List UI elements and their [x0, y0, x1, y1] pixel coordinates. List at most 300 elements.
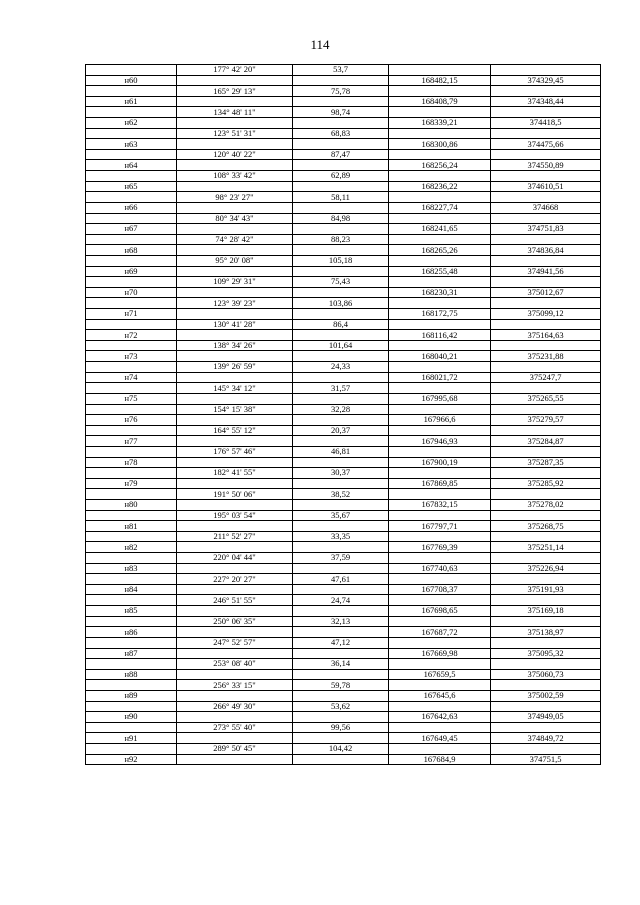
direction-angle-cell: 247° 52' 57": [177, 637, 293, 648]
y-coordinate-cell: 375099,12: [491, 309, 601, 320]
segment-row: [86, 340, 601, 351]
point-name-cell: [86, 701, 177, 712]
y-coordinate-cell: [491, 722, 601, 733]
segment-length-cell: [293, 309, 389, 320]
point-row: [86, 118, 601, 129]
segment-length-cell: [293, 712, 389, 723]
point-name-cell: [86, 65, 177, 76]
point-name-cell: н68: [86, 245, 177, 256]
direction-angle-cell: [177, 436, 293, 447]
point-name-cell: н77: [86, 436, 177, 447]
y-coordinate-cell: [491, 404, 601, 415]
point-name-cell: [86, 468, 177, 479]
point-name-cell: [86, 86, 177, 97]
point-row: [86, 584, 601, 595]
segment-length-cell: 20,37: [293, 425, 389, 436]
direction-angle-cell: 109° 29' 31": [177, 277, 293, 288]
x-coordinate-cell: [389, 213, 491, 224]
segment-length-cell: 24,74: [293, 595, 389, 606]
point-row: [86, 521, 601, 532]
segment-length-cell: [293, 202, 389, 213]
y-coordinate-cell: [491, 149, 601, 160]
direction-angle-cell: [177, 309, 293, 320]
y-coordinate-cell: [491, 362, 601, 373]
segment-length-cell: [293, 521, 389, 532]
point-row: [86, 627, 601, 638]
segment-length-cell: 75,43: [293, 277, 389, 288]
direction-angle-cell: [177, 287, 293, 298]
segment-length-cell: 62,89: [293, 171, 389, 182]
point-name-cell: [86, 192, 177, 203]
y-coordinate-cell: 374610,51: [491, 181, 601, 192]
y-coordinate-cell: [491, 510, 601, 521]
direction-angle-cell: 164° 55' 12": [177, 425, 293, 436]
segment-row: [86, 489, 601, 500]
x-coordinate-cell: 168021,72: [389, 372, 491, 383]
point-name-cell: н66: [86, 202, 177, 213]
x-coordinate-cell: [389, 234, 491, 245]
x-coordinate-cell: 168230,31: [389, 287, 491, 298]
direction-angle-cell: [177, 542, 293, 553]
segment-length-cell: 32,28: [293, 404, 389, 415]
x-coordinate-cell: 168172,75: [389, 309, 491, 320]
direction-angle-cell: [177, 415, 293, 426]
segment-length-cell: 75,78: [293, 86, 389, 97]
y-coordinate-cell: 375231,88: [491, 351, 601, 362]
y-coordinate-cell: [491, 574, 601, 585]
x-coordinate-cell: 168236,22: [389, 181, 491, 192]
point-name-cell: н72: [86, 330, 177, 341]
y-coordinate-cell: [491, 277, 601, 288]
point-row: [86, 372, 601, 383]
point-name-cell: н64: [86, 160, 177, 171]
segment-row: [86, 531, 601, 542]
segment-length-cell: 104,42: [293, 744, 389, 755]
direction-angle-cell: [177, 478, 293, 489]
point-row: [86, 181, 601, 192]
y-coordinate-cell: [491, 468, 601, 479]
point-name-cell: н79: [86, 478, 177, 489]
direction-angle-cell: [177, 457, 293, 468]
x-coordinate-cell: 168255,48: [389, 266, 491, 277]
x-coordinate-cell: [389, 171, 491, 182]
x-coordinate-cell: [389, 128, 491, 139]
x-coordinate-cell: [389, 701, 491, 712]
y-coordinate-cell: 374348,44: [491, 96, 601, 107]
point-name-cell: [86, 362, 177, 373]
x-coordinate-cell: [389, 319, 491, 330]
x-coordinate-cell: [389, 446, 491, 457]
direction-angle-cell: [177, 96, 293, 107]
segment-length-cell: 88,23: [293, 234, 389, 245]
direction-angle-cell: [177, 202, 293, 213]
x-coordinate-cell: 167900,19: [389, 457, 491, 468]
x-coordinate-cell: 167832,15: [389, 499, 491, 510]
segment-length-cell: 58,11: [293, 192, 389, 203]
x-coordinate-cell: [389, 383, 491, 394]
y-coordinate-cell: 375191,93: [491, 584, 601, 595]
point-row: [86, 393, 601, 404]
segment-length-cell: 37,59: [293, 553, 389, 564]
segment-row: [86, 404, 601, 415]
y-coordinate-cell: 375284,87: [491, 436, 601, 447]
x-coordinate-cell: [389, 298, 491, 309]
y-coordinate-cell: 374550,89: [491, 160, 601, 171]
point-row: [86, 415, 601, 426]
point-name-cell: н62: [86, 118, 177, 129]
y-coordinate-cell: 375095,32: [491, 648, 601, 659]
segment-length-cell: [293, 648, 389, 659]
point-name-cell: [86, 446, 177, 457]
segment-length-cell: 31,57: [293, 383, 389, 394]
segment-row: [86, 468, 601, 479]
x-coordinate-cell: 167687,72: [389, 627, 491, 638]
point-row: [86, 542, 601, 553]
point-row: [86, 139, 601, 150]
segment-length-cell: [293, 478, 389, 489]
segment-length-cell: 99,56: [293, 722, 389, 733]
y-coordinate-cell: 375164,63: [491, 330, 601, 341]
x-coordinate-cell: [389, 149, 491, 160]
y-coordinate-cell: 374475,66: [491, 139, 601, 150]
x-coordinate-cell: 168408,79: [389, 96, 491, 107]
y-coordinate-cell: 375278,02: [491, 499, 601, 510]
point-name-cell: [86, 298, 177, 309]
coordinates-table: [85, 64, 601, 765]
segment-length-cell: [293, 96, 389, 107]
point-name-cell: н82: [86, 542, 177, 553]
segment-length-cell: 30,37: [293, 468, 389, 479]
segment-length-cell: 101,64: [293, 340, 389, 351]
point-row: [86, 330, 601, 341]
x-coordinate-cell: [389, 637, 491, 648]
segment-length-cell: 53,62: [293, 701, 389, 712]
point-name-cell: н91: [86, 733, 177, 744]
direction-angle-cell: 256° 33' 15": [177, 680, 293, 691]
point-row: [86, 648, 601, 659]
segment-row: [86, 722, 601, 733]
x-coordinate-cell: 167698,65: [389, 606, 491, 617]
point-name-cell: [86, 128, 177, 139]
direction-angle-cell: 289° 50' 45": [177, 744, 293, 755]
point-name-cell: [86, 234, 177, 245]
segment-row: [86, 595, 601, 606]
point-name-cell: [86, 277, 177, 288]
point-row: [86, 245, 601, 256]
segment-length-cell: 32,13: [293, 616, 389, 627]
x-coordinate-cell: 167995,68: [389, 393, 491, 404]
x-coordinate-cell: [389, 362, 491, 373]
segment-row: [86, 574, 601, 585]
x-coordinate-cell: [389, 489, 491, 500]
y-coordinate-cell: [491, 128, 601, 139]
segment-length-cell: [293, 245, 389, 256]
point-row: [86, 266, 601, 277]
point-row: [86, 351, 601, 362]
x-coordinate-cell: [389, 659, 491, 670]
direction-angle-cell: [177, 266, 293, 277]
segment-length-cell: [293, 224, 389, 235]
point-name-cell: [86, 340, 177, 351]
point-name-cell: [86, 489, 177, 500]
segment-length-cell: [293, 160, 389, 171]
page-number: 114: [310, 37, 330, 52]
segment-length-cell: [293, 118, 389, 129]
segment-row: [86, 277, 601, 288]
direction-angle-cell: 120° 40' 22": [177, 149, 293, 160]
direction-angle-cell: [177, 393, 293, 404]
x-coordinate-cell: [389, 277, 491, 288]
point-row: [86, 202, 601, 213]
segment-length-cell: 53,7: [293, 65, 389, 76]
point-name-cell: н75: [86, 393, 177, 404]
segment-row: [86, 234, 601, 245]
point-row: [86, 499, 601, 510]
point-row: [86, 606, 601, 617]
y-coordinate-cell: [491, 701, 601, 712]
y-coordinate-cell: [491, 255, 601, 266]
point-row: [86, 669, 601, 680]
segment-length-cell: 46,81: [293, 446, 389, 457]
x-coordinate-cell: [389, 404, 491, 415]
segment-row: [86, 659, 601, 670]
point-name-cell: [86, 680, 177, 691]
point-row: [86, 563, 601, 574]
point-row: [86, 712, 601, 723]
x-coordinate-cell: [389, 744, 491, 755]
x-coordinate-cell: 167946,93: [389, 436, 491, 447]
y-coordinate-cell: [491, 637, 601, 648]
y-coordinate-cell: [491, 234, 601, 245]
point-name-cell: н85: [86, 606, 177, 617]
segment-length-cell: [293, 669, 389, 680]
point-name-cell: [86, 553, 177, 564]
segment-length-cell: 33,35: [293, 531, 389, 542]
point-name-cell: н60: [86, 75, 177, 86]
segment-length-cell: [293, 330, 389, 341]
x-coordinate-cell: [389, 553, 491, 564]
segment-length-cell: 84,98: [293, 213, 389, 224]
segment-row: [86, 701, 601, 712]
segment-length-cell: 35,67: [293, 510, 389, 521]
y-coordinate-cell: [491, 744, 601, 755]
point-row: [86, 754, 601, 765]
y-coordinate-cell: [491, 659, 601, 670]
x-coordinate-cell: [389, 468, 491, 479]
y-coordinate-cell: 374751,5: [491, 754, 601, 765]
segment-length-cell: 98,74: [293, 107, 389, 118]
y-coordinate-cell: [491, 446, 601, 457]
segment-length-cell: [293, 733, 389, 744]
point-name-cell: н63: [86, 139, 177, 150]
point-name-cell: н78: [86, 457, 177, 468]
point-name-cell: н90: [86, 712, 177, 723]
x-coordinate-cell: 167869,85: [389, 478, 491, 489]
x-coordinate-cell: 168265,26: [389, 245, 491, 256]
direction-angle-cell: 98° 23' 27": [177, 192, 293, 203]
segment-row: [86, 680, 601, 691]
direction-angle-cell: 250° 06' 35": [177, 616, 293, 627]
point-name-cell: н67: [86, 224, 177, 235]
y-coordinate-cell: [491, 616, 601, 627]
x-coordinate-cell: 167769,39: [389, 542, 491, 553]
x-coordinate-cell: 167649,45: [389, 733, 491, 744]
point-name-cell: [86, 149, 177, 160]
point-row: [86, 160, 601, 171]
segment-length-cell: [293, 606, 389, 617]
point-row: [86, 457, 601, 468]
y-coordinate-cell: [491, 65, 601, 76]
direction-angle-cell: 95° 20' 08": [177, 255, 293, 266]
segment-length-cell: [293, 499, 389, 510]
point-name-cell: [86, 595, 177, 606]
segment-row: [86, 192, 601, 203]
point-row: [86, 287, 601, 298]
x-coordinate-cell: 167684,9: [389, 754, 491, 765]
y-coordinate-cell: [491, 680, 601, 691]
direction-angle-cell: [177, 563, 293, 574]
y-coordinate-cell: 375138,97: [491, 627, 601, 638]
direction-angle-cell: 220° 04' 44": [177, 553, 293, 564]
segment-length-cell: 68,83: [293, 128, 389, 139]
x-coordinate-cell: [389, 86, 491, 97]
direction-angle-cell: [177, 75, 293, 86]
segment-row: [86, 616, 601, 627]
segment-row: [86, 298, 601, 309]
direction-angle-cell: 176° 57' 46": [177, 446, 293, 457]
segment-length-cell: [293, 181, 389, 192]
direction-angle-cell: [177, 224, 293, 235]
point-name-cell: [86, 722, 177, 733]
point-name-cell: [86, 744, 177, 755]
y-coordinate-cell: [491, 171, 601, 182]
direction-angle-cell: 139° 26' 59": [177, 362, 293, 373]
x-coordinate-cell: 167966,6: [389, 415, 491, 426]
segment-row: [86, 107, 601, 118]
segment-length-cell: 59,78: [293, 680, 389, 691]
coordinates-table-body: [86, 65, 601, 765]
y-coordinate-cell: 374418,5: [491, 118, 601, 129]
y-coordinate-cell: 374668: [491, 202, 601, 213]
y-coordinate-cell: 374949,05: [491, 712, 601, 723]
direction-angle-cell: [177, 521, 293, 532]
point-row: [86, 733, 601, 744]
point-name-cell: [86, 510, 177, 521]
point-name-cell: н65: [86, 181, 177, 192]
y-coordinate-cell: 375251,14: [491, 542, 601, 553]
segment-length-cell: [293, 542, 389, 553]
x-coordinate-cell: 168241,65: [389, 224, 491, 235]
segment-length-cell: [293, 372, 389, 383]
segment-row: [86, 446, 601, 457]
segment-length-cell: 103,86: [293, 298, 389, 309]
point-name-cell: н76: [86, 415, 177, 426]
direction-angle-cell: [177, 372, 293, 383]
point-row: [86, 690, 601, 701]
x-coordinate-cell: 168256,24: [389, 160, 491, 171]
point-name-cell: н70: [86, 287, 177, 298]
point-name-cell: н88: [86, 669, 177, 680]
point-name-cell: н74: [86, 372, 177, 383]
point-name-cell: [86, 637, 177, 648]
x-coordinate-cell: 167645,6: [389, 690, 491, 701]
x-coordinate-cell: 167669,98: [389, 648, 491, 659]
y-coordinate-cell: 374751,83: [491, 224, 601, 235]
y-coordinate-cell: [491, 213, 601, 224]
segment-row: [86, 383, 601, 394]
x-coordinate-cell: 167740,63: [389, 563, 491, 574]
segment-length-cell: [293, 75, 389, 86]
x-coordinate-cell: 167659,5: [389, 669, 491, 680]
segment-length-cell: [293, 436, 389, 447]
x-coordinate-cell: [389, 680, 491, 691]
segment-length-cell: 105,18: [293, 255, 389, 266]
point-row: [86, 75, 601, 86]
point-name-cell: [86, 404, 177, 415]
y-coordinate-cell: [491, 192, 601, 203]
y-coordinate-cell: 375279,57: [491, 415, 601, 426]
segment-row: [86, 128, 601, 139]
direction-angle-cell: [177, 118, 293, 129]
y-coordinate-cell: 375060,73: [491, 669, 601, 680]
point-name-cell: [86, 659, 177, 670]
y-coordinate-cell: 375247,7: [491, 372, 601, 383]
direction-angle-cell: 80° 34' 43": [177, 213, 293, 224]
point-name-cell: н86: [86, 627, 177, 638]
direction-angle-cell: [177, 669, 293, 680]
segment-length-cell: [293, 584, 389, 595]
segment-length-cell: [293, 457, 389, 468]
direction-angle-cell: 177° 42' 20": [177, 65, 293, 76]
x-coordinate-cell: [389, 595, 491, 606]
x-coordinate-cell: 167642,63: [389, 712, 491, 723]
point-name-cell: [86, 213, 177, 224]
x-coordinate-cell: [389, 192, 491, 203]
segment-row: [86, 510, 601, 521]
direction-angle-cell: [177, 754, 293, 765]
y-coordinate-cell: 375002,59: [491, 690, 601, 701]
direction-angle-cell: [177, 584, 293, 595]
x-coordinate-cell: [389, 510, 491, 521]
point-row: [86, 224, 601, 235]
direction-angle-cell: [177, 245, 293, 256]
segment-length-cell: [293, 415, 389, 426]
point-name-cell: [86, 574, 177, 585]
y-coordinate-cell: 374329,45: [491, 75, 601, 86]
segment-row: [86, 171, 601, 182]
segment-row: [86, 86, 601, 97]
direction-angle-cell: 195° 03' 54": [177, 510, 293, 521]
x-coordinate-cell: [389, 574, 491, 585]
segment-row: [86, 149, 601, 160]
direction-angle-cell: [177, 606, 293, 617]
segment-length-cell: [293, 627, 389, 638]
direction-angle-cell: 123° 39' 23": [177, 298, 293, 309]
direction-angle-cell: 211° 52' 27": [177, 531, 293, 542]
x-coordinate-cell: 168116,42: [389, 330, 491, 341]
point-name-cell: [86, 383, 177, 394]
direction-angle-cell: [177, 139, 293, 150]
y-coordinate-cell: [491, 86, 601, 97]
segment-row: [86, 362, 601, 373]
point-row: [86, 436, 601, 447]
y-coordinate-cell: [491, 531, 601, 542]
x-coordinate-cell: 168482,15: [389, 75, 491, 86]
x-coordinate-cell: [389, 65, 491, 76]
direction-angle-cell: 191° 50' 06": [177, 489, 293, 500]
segment-length-cell: [293, 287, 389, 298]
x-coordinate-cell: [389, 107, 491, 118]
